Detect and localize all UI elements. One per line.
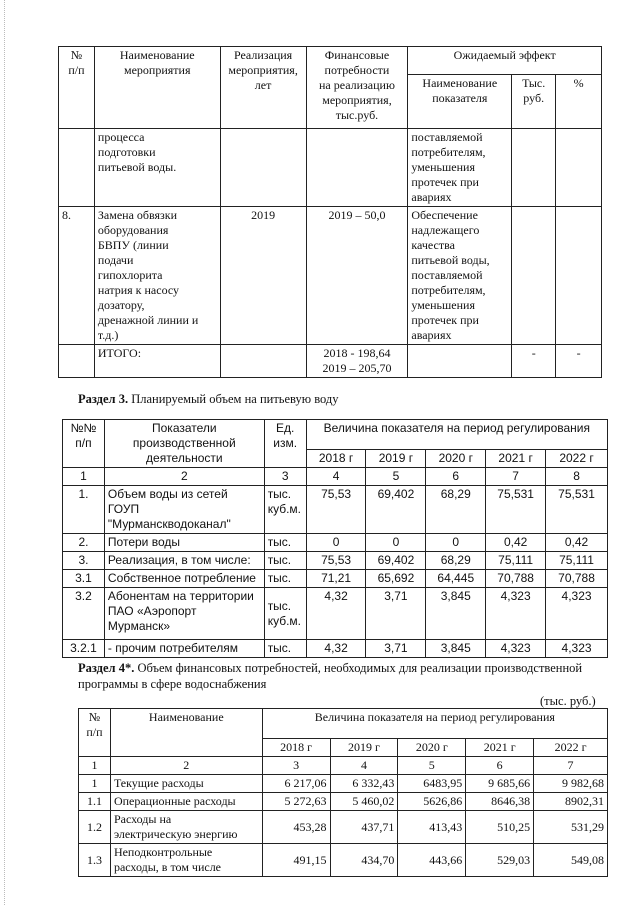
row-unit: тыс. куб.м. — [264, 486, 306, 534]
row-value: 71,21 — [306, 570, 366, 588]
t2-year: 2021 г — [486, 450, 546, 468]
row8-thousand — [512, 207, 556, 345]
t3-colnum: 1 — [79, 757, 111, 775]
table-row — [63, 640, 608, 658]
section4-label: Раздел 4*. — [78, 661, 135, 675]
t2-year: 2019 г — [366, 450, 426, 468]
row-name: Реализация, в том числе: — [104, 552, 264, 570]
cont-indicator: поставляемой потребителям, уменьшения протечек при авариях — [408, 129, 512, 207]
t2-colnum: 2 — [104, 468, 264, 486]
t2-colnum: 3 — [264, 468, 306, 486]
table-row — [63, 486, 608, 534]
row8-fin: 2019 – 50,0 — [306, 207, 408, 345]
row-num: 2. — [63, 534, 105, 552]
row-value: 4,323 — [546, 640, 608, 658]
cont-thousand — [512, 129, 556, 207]
row-value: 453,28 — [262, 811, 330, 844]
row-num: 1.2 — [79, 811, 111, 844]
cont-pct — [556, 129, 602, 207]
t2-colnum: 8 — [546, 468, 608, 486]
header-name: Наименование мероприятия — [94, 47, 220, 129]
row-unit: тыс. — [264, 640, 306, 658]
row-num: 1 — [79, 775, 111, 793]
total-indicator — [408, 345, 512, 378]
t2-header-unit: Ед. изм. — [264, 420, 306, 468]
row-name: Объем воды из сетей ГОУП "Мурманскводоканал" — [104, 486, 264, 534]
section3-label: Раздел 3. — [78, 392, 129, 406]
row-name: Потери воды — [104, 534, 264, 552]
water-volume-table — [62, 419, 608, 658]
total-thousand: - — [512, 345, 556, 378]
table-row — [79, 811, 608, 844]
cont-num — [59, 129, 95, 207]
row-value: 75,531 — [546, 486, 608, 534]
row-value: 529,03 — [466, 844, 534, 877]
table-row — [79, 844, 608, 877]
row-value: 75,53 — [306, 552, 366, 570]
total-fin: 2018 - 198,64 2019 – 205,70 — [306, 345, 408, 378]
row8-year: 2019 — [220, 207, 306, 345]
row-num: 1. — [63, 486, 105, 534]
row-value: 5 460,02 — [330, 793, 398, 811]
row-value: 75,111 — [486, 552, 546, 570]
row-num: 1.1 — [79, 793, 111, 811]
t2-colnum: 5 — [366, 468, 426, 486]
t3-colnum: 2 — [110, 757, 262, 775]
table-row — [79, 775, 608, 793]
row-num: 3.2.1 — [63, 640, 105, 658]
section4-text2: программы в сфере водоснабжения — [78, 677, 267, 691]
t2-header-name: Показатели производственной деятельности — [104, 420, 264, 468]
header-indicator: Наименование показателя — [408, 75, 512, 129]
table-row — [79, 793, 608, 811]
row-value: 491,15 — [262, 844, 330, 877]
row-value: 8902,31 — [534, 793, 608, 811]
row-value: 64,445 — [426, 570, 486, 588]
t3-colnum: 5 — [398, 757, 466, 775]
row-num: 1.3 — [79, 844, 111, 877]
header-year: Реализация мероприятия, лет — [220, 47, 306, 129]
row-value: 437,71 — [330, 811, 398, 844]
t3-year: 2020 г — [398, 739, 466, 757]
row-value: 6483,95 — [398, 775, 466, 793]
row-value: 70,788 — [486, 570, 546, 588]
t3-colnum: 4 — [330, 757, 398, 775]
row-name: Собственное потребление — [104, 570, 264, 588]
row-value: 68,29 — [426, 552, 486, 570]
t3-year: 2018 г — [262, 739, 330, 757]
row-unit: тыс. — [264, 552, 306, 570]
total-num — [59, 345, 95, 378]
t3-colnum: 7 — [534, 757, 608, 775]
row-value: 6 332,43 — [330, 775, 398, 793]
t2-year: 2018 г — [306, 450, 366, 468]
t2-colnum: 1 — [63, 468, 105, 486]
total-pct: - — [556, 345, 602, 378]
row-value: 4,323 — [486, 588, 546, 640]
total-year — [220, 345, 306, 378]
cont-fin — [306, 129, 408, 207]
row-name: Операционные расходы — [110, 793, 262, 811]
row-value: 9 982,68 — [534, 775, 608, 793]
table-row — [63, 588, 608, 640]
row-value: 413,43 — [398, 811, 466, 844]
row-value: 0,42 — [486, 534, 546, 552]
row-unit: тыс. — [264, 534, 306, 552]
section4-text: Объем финансовых потребностей, необходимых для реализации производственной — [137, 661, 583, 675]
row-value: 510,25 — [466, 811, 534, 844]
section3-heading — [78, 392, 339, 407]
row-value: 3,71 — [366, 588, 426, 640]
table-row — [63, 534, 608, 552]
section3-text: Планируемый объем на питьевую воду — [131, 392, 339, 406]
row-value: 69,402 — [366, 486, 426, 534]
measures-table — [58, 46, 602, 378]
row-value: 75,531 — [486, 486, 546, 534]
row-value: 9 685,66 — [466, 775, 534, 793]
row-value: 0,42 — [546, 534, 608, 552]
header-num: № п/п — [59, 47, 95, 129]
cont-year — [220, 129, 306, 207]
row8-name: Замена обвязки оборудования БВПУ (линии подачи гипохлорита натрия к насосу дозатору, дренажной линии и т.д.) — [94, 207, 220, 345]
row-name: - прочим потребителям — [104, 640, 264, 658]
header-percent: % — [556, 75, 602, 129]
row8-indicator: Обеспечение надлежащего качества питьевой воды, поставляемой потребителям, уменьшения протечек при авариях — [408, 207, 512, 345]
t2-colnum: 7 — [486, 468, 546, 486]
t3-colnum: 6 — [466, 757, 534, 775]
row-value: 4,32 — [306, 588, 366, 640]
t3-header-span: Величина показателя на период регулирования — [262, 709, 607, 739]
units-note: (тыс. руб.) — [540, 694, 596, 708]
row-value: 531,29 — [534, 811, 608, 844]
table-row — [63, 570, 608, 588]
row-name: Текущие расходы — [110, 775, 262, 793]
scan-margin-dots — [4, 0, 7, 905]
row-value: 0 — [366, 534, 426, 552]
row-value: 69,402 — [366, 552, 426, 570]
t3-header-num: № п/п — [79, 709, 111, 757]
row-value: 75,111 — [546, 552, 608, 570]
header-thousand-rub: Тыс. руб. — [512, 75, 556, 129]
row-value: 5 272,63 — [262, 793, 330, 811]
row-value: 549,08 — [534, 844, 608, 877]
t3-year: 2021 г — [466, 739, 534, 757]
row-num: 3.2 — [63, 588, 105, 640]
row-name: Абонентам на территории ПАО «Аэропорт Мурманск» — [104, 588, 264, 640]
row-name: Расходы на электрическую энергию — [110, 811, 262, 844]
row-value: 75,53 — [306, 486, 366, 534]
row-value: 443,66 — [398, 844, 466, 877]
row-value: 3,71 — [366, 640, 426, 658]
row-name: Неподконтрольные расходы, в том числе — [110, 844, 262, 877]
row8-pct — [556, 207, 602, 345]
row-value: 434,70 — [330, 844, 398, 877]
row-unit: тыс. куб.м. — [264, 588, 306, 640]
row-num: 3. — [63, 552, 105, 570]
t2-colnum: 4 — [306, 468, 366, 486]
t3-year: 2022 г — [534, 739, 608, 757]
header-expected-effect: Ожидаемый эффект — [408, 47, 602, 75]
cont-name: процесса подготовки питьевой воды. — [94, 129, 220, 207]
total-name: ИТОГО: — [94, 345, 220, 378]
row-value: 8646,38 — [466, 793, 534, 811]
row8-num: 8. — [59, 207, 95, 345]
t2-header-span: Величина показателя на период регулирования — [306, 420, 607, 450]
row-value: 4,323 — [486, 640, 546, 658]
row-value: 5626,86 — [398, 793, 466, 811]
t3-colnum: 3 — [262, 757, 330, 775]
row-value: 0 — [306, 534, 366, 552]
row-value: 65,692 — [366, 570, 426, 588]
row-value: 0 — [426, 534, 486, 552]
t3-year: 2019 г — [330, 739, 398, 757]
t2-colnum: 6 — [426, 468, 486, 486]
row-value: 6 217,06 — [262, 775, 330, 793]
row-value: 4,323 — [546, 588, 608, 640]
t2-year: 2020 г — [426, 450, 486, 468]
financial-needs-table — [78, 708, 608, 877]
row-value: 3,845 — [426, 588, 486, 640]
table-row — [63, 552, 608, 570]
t2-year: 2022 г — [546, 450, 608, 468]
row-value: 3,845 — [426, 640, 486, 658]
t2-header-num: №№ п/п — [63, 420, 105, 468]
header-financing: Финансовые потребности на реализацию мероприятия, тыс.руб. — [306, 47, 408, 129]
row-num: 3.1 — [63, 570, 105, 588]
row-value: 70,788 — [546, 570, 608, 588]
row-unit: тыс. — [264, 570, 306, 588]
row-value: 68,29 — [426, 486, 486, 534]
t3-header-name: Наименование — [110, 709, 262, 757]
section4-heading — [78, 660, 608, 692]
row-value: 4,32 — [306, 640, 366, 658]
